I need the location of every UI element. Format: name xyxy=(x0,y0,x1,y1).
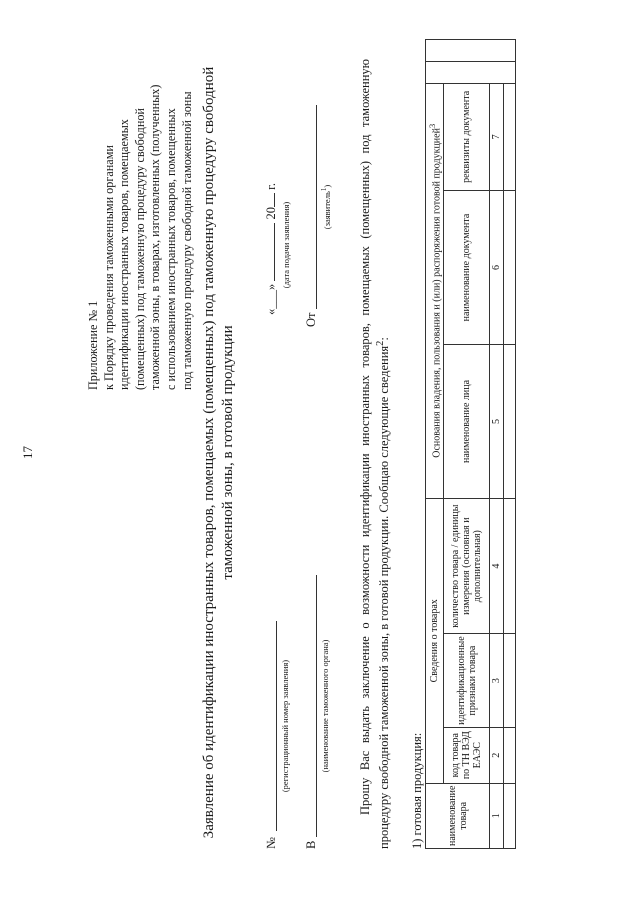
products-table xyxy=(425,39,516,849)
registration-number-field[interactable] xyxy=(262,621,277,831)
applicant-field[interactable] xyxy=(302,105,317,309)
appendix-line: под таможенную процедуру свободной таможенной зоны xyxy=(179,91,194,390)
to-label: В xyxy=(304,840,318,849)
header-name: наименование товара xyxy=(426,783,490,848)
footnote-1: 1 xyxy=(320,187,328,192)
header-person: наименование лица xyxy=(444,344,490,498)
date-year-prefix: 20 xyxy=(264,207,278,220)
col-number: 3 xyxy=(490,634,504,728)
appendix-line: Приложение № 1 xyxy=(86,300,100,390)
header-ident: идентификационные признаки товара xyxy=(444,634,490,728)
footnote-2: 2 xyxy=(375,340,386,346)
col-number: 7 xyxy=(490,83,504,190)
header-goods-group: Сведения о товарах xyxy=(426,498,444,783)
header-code: код товара по ТН ВЭД ЕАЭС xyxy=(444,727,490,783)
col-number: 4 xyxy=(490,498,504,633)
col-number: 6 xyxy=(490,190,504,344)
footnote-3: 3 xyxy=(428,123,437,129)
document-title xyxy=(200,60,238,845)
extra-col-1 xyxy=(426,61,516,83)
header-docname: наименование документа xyxy=(444,190,490,344)
page-number: 17 xyxy=(20,446,35,459)
applicant-caption: (заявитель$^1$) xyxy=(320,184,332,230)
header-docreq: реквизиты документа xyxy=(444,83,490,190)
extra-col-2 xyxy=(426,40,516,62)
request-paragraph: Прошу Вас выдать заключение о возможности идентификации иностранных товаров, помещаемых (помещенных) под таможенную процедуру свободной таможенной зоны, в готовой продукции. Сообщаю следующие сведения$^2$: xyxy=(358,59,392,849)
appendix-line: с использованием иностранных товаров, помещенных xyxy=(163,108,178,390)
col-number: 1 xyxy=(490,783,504,848)
table-cell[interactable] xyxy=(504,783,516,848)
table-cell[interactable] xyxy=(504,190,516,344)
date-line[interactable] xyxy=(264,183,279,315)
title-line-2: таможенной зоны, в готовой продукции xyxy=(220,325,236,580)
appendix-header xyxy=(86,10,195,390)
section-finished-products: 1) готовая продукция: xyxy=(410,732,424,849)
appendix-line: к Порядку проведения таможенными органами xyxy=(101,145,116,390)
customs-authority-caption: (наименование таможенного органа) xyxy=(320,639,330,773)
col-number: 5 xyxy=(490,344,504,498)
title-line-1: Заявление об идентификации иностранных товаров, помещаемых (помещенных) под таможенную процедуру свободной xyxy=(201,66,217,839)
header-qty: количество товара / единицы измерения (основная и дополнительная) xyxy=(444,498,490,633)
appendix-line: таможенной зоны, в товарах, изготовленных (полученных) xyxy=(148,84,163,390)
table-cell[interactable] xyxy=(504,634,516,728)
appendix-line: (помещенных) под таможенную процедуру свободной xyxy=(132,108,147,390)
table-cell[interactable] xyxy=(504,727,516,783)
date-caption: (дата подачи заявления) xyxy=(281,201,291,289)
request-text: Прошу Вас выдать заключение о возможности идентификации иностранных товаров, помещаемых (помещенных) под таможенную процедуру свободной таможенной зоны, в готовой продукции. Сообщаю следующие сведения xyxy=(358,59,392,849)
date-month-field[interactable] xyxy=(274,223,275,281)
col-number: 2 xyxy=(490,727,504,783)
registration-number-caption: (регистрационный номер заявления) xyxy=(280,659,290,793)
date-day-field[interactable]: «___» xyxy=(264,283,278,315)
table-cell[interactable] xyxy=(504,83,516,190)
table-cell[interactable] xyxy=(504,498,516,633)
table-cell[interactable] xyxy=(504,344,516,498)
date-year-suffix: г. xyxy=(264,183,278,190)
header-basis-group: Основания владения, пользования и (или) распоряжения готовой продукцией$^3$ xyxy=(426,83,444,498)
customs-authority-field[interactable] xyxy=(302,575,317,837)
number-label: № xyxy=(264,837,278,849)
appendix-line: идентификации иностранных товаров, помещаемых xyxy=(117,119,132,390)
from-label: От xyxy=(304,312,318,327)
date-year-field[interactable] xyxy=(274,193,275,207)
